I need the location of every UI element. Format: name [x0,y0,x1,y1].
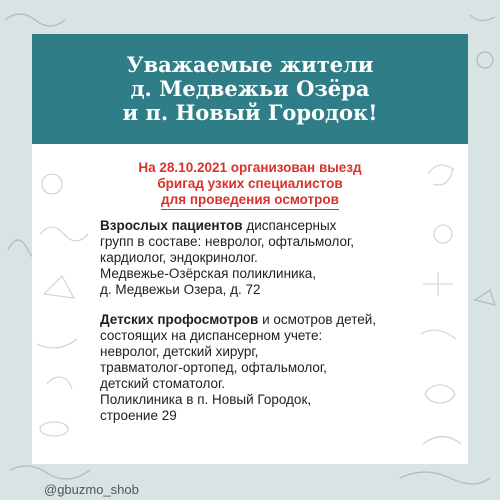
header-line-2: д. Медвежьи Озёра [130,76,370,101]
children-line-7: строение 29 [100,408,177,423]
adult-patients-paragraph [100,218,420,298]
children-line-3: невролог, детский хирург, [100,344,259,359]
announcement-header [32,34,468,144]
notice-line-3: для проведения осмотров [161,192,339,210]
account-handle[interactable]: @gbuzmo_shob [44,482,139,497]
adult-patients-title: Взрослых пациентов [100,218,243,233]
children-line-5: детский стоматолог. [100,376,226,391]
adult-line-3: кардиолог, эндокринолог. [100,250,258,265]
adult-line-2: групп в составе: невролог, офтальмолог, [100,234,355,249]
children-line-6: Поликлиника в п. Новый Городок, [100,392,312,407]
notice-block [32,160,468,210]
children-checkups-title: Детских профосмотров [100,312,259,327]
header-line-1: Уважаемые жители [126,52,374,77]
children-checkups-paragraph [100,312,420,424]
notice-line-2: бригад узких специалистов [157,176,343,191]
children-line-4: травматолог-ортопед, офтальмолог, [100,360,327,375]
announcement-card [32,34,468,464]
notice-line-1: На 28.10.2021 организован выезд [138,160,362,175]
adult-line-4: Медвежье-Озёрская поликлиника, [100,266,317,281]
children-line-2: состоящих на диспансерном учете: [100,328,323,343]
announcement-body [100,218,420,438]
adult-line-5: д. Медвежьи Озера, д. 72 [100,282,261,297]
children-line-1: и осмотров детей, [258,312,377,327]
adult-line-1: диспансерных [242,218,337,233]
header-line-3: и п. Новый Городок! [122,100,378,125]
